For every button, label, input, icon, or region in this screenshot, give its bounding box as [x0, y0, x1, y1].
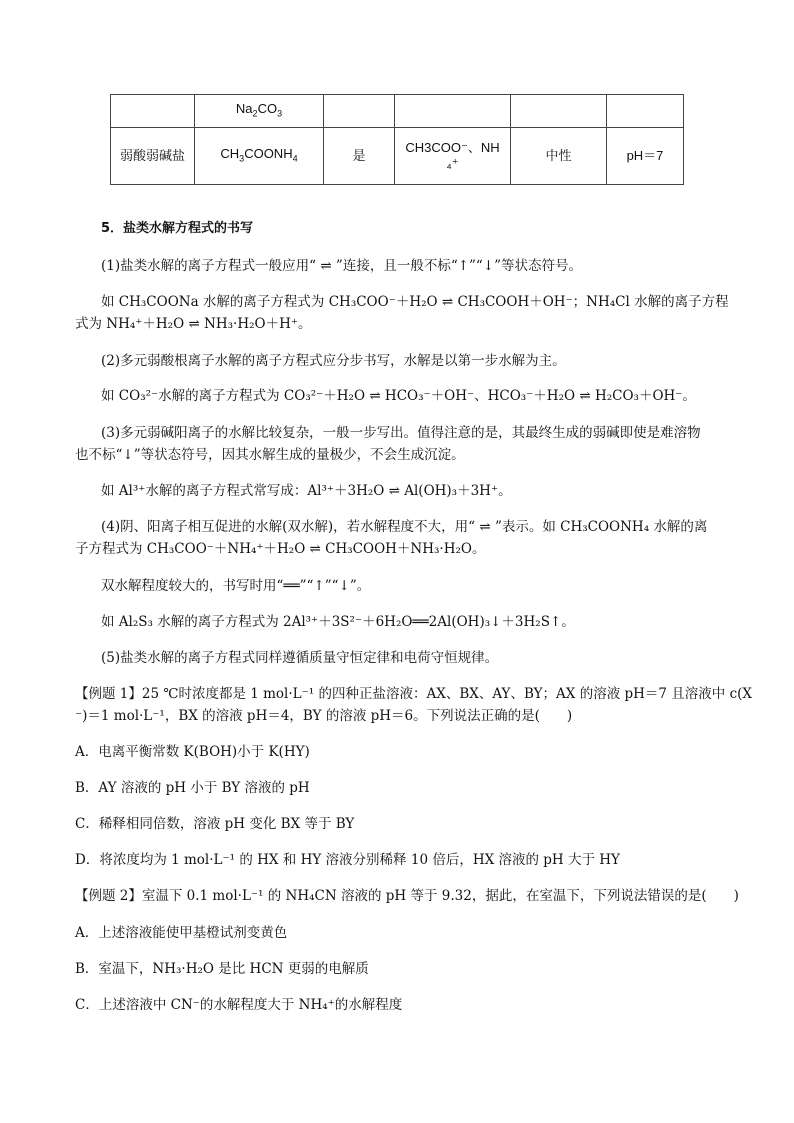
example-1-stem: 【例题 1】25 ℃时浓度都是 1 mol·L⁻¹ 的四种正盐溶液：AX、BX、AY、BY；AX 的溶液 pH＝7 且溶液中 c(X: [75, 686, 753, 702]
table-cell: $Na_2CO_3$: [195, 95, 324, 128]
paragraph: (1)盐类水解的离子方程式一般应用“ ⇌ ”连接，且一般不标“↑”“↓”等状态符号。: [101, 258, 583, 274]
option-c: C．上述溶液中 CN⁻的水解程度大于 NH₄⁺的水解程度: [75, 997, 403, 1013]
table-cell: $CH_3COONH_4$: [195, 128, 324, 185]
example-2-stem: 【例题 2】室温下 0.1 mol·L⁻¹ 的 NH₄CN 溶液的 pH 等于 9.32，据此，在室温下，下列说法错误的是( ): [75, 888, 739, 904]
salt-hydrolysis-table: [110, 94, 684, 185]
table-row: [111, 95, 684, 128]
table-cell: [511, 95, 607, 128]
paragraph: (3)多元弱碱阳离子的水解比较复杂，一般一步写出。值得注意的是，其最终生成的弱碱即使是难溶物: [101, 425, 701, 441]
paragraph: 式为 NH₄⁺＋H₂O ⇌ NH₃·H₂O＋H⁺。: [75, 316, 312, 332]
table-cell: [111, 95, 195, 128]
option-c: C．稀释相同倍数，溶液 pH 变化 BX 等于 BY: [75, 816, 355, 832]
table-cell: 弱酸弱碱盐: [111, 128, 195, 185]
paragraph: 子方程式为 CH₃COO⁻＋NH₄⁺＋H₂O ⇌ CH₃COOH＋NH₃·H₂O。: [75, 541, 486, 557]
option-a: A．电离平衡常数 K(BOH)小于 K(HY): [75, 744, 310, 760]
paragraph: 如 Al₂S₃ 水解的离子方程式为 2Al³⁺＋3S²⁻＋6H₂O══2Al(OH)₃↓＋3H₂S↑。: [101, 614, 575, 630]
section-heading: 5．盐类水解方程式的书写: [101, 221, 254, 236]
paragraph: 如 CH₃COONa 水解的离子方程式为 CH₃COO⁻＋H₂O ⇌ CH₃COOH＋OH⁻；NH₄Cl 水解的离子方程: [101, 294, 729, 310]
paragraph: 也不标“↓”等状态符号，因其水解生成的量极少，不会生成沉淀。: [75, 447, 465, 463]
table-cell: [607, 95, 684, 128]
option-a: A．上述溶液能使甲基橙试剂变黄色: [75, 925, 288, 941]
paragraph: 如 Al³⁺水解的离子方程式常写成：Al³⁺＋3H₂O ⇌ Al(OH)₃＋3H⁺。: [101, 483, 512, 499]
option-b: B．室温下，NH₃·H₂O 是比 HCN 更弱的电解质: [75, 961, 369, 977]
paragraph: 如 CO₃²⁻水解的离子方程式为 CO₃²⁻＋H₂O ⇌ HCO₃⁻＋OH⁻、HCO₃⁻＋H₂O ⇌ H₂CO₃＋OH⁻。: [101, 388, 696, 404]
table-cell: [395, 95, 511, 128]
option-d: D．将浓度均为 1 mol·L⁻¹ 的 HX 和 HY 溶液分别稀释 10 倍后，HX 溶液的 pH 大于 HY: [75, 852, 620, 868]
table-cell: [324, 95, 395, 128]
table-cell: CH3COO⁻、NH ₄⁺: [395, 128, 511, 185]
paragraph: 双水解程度较大的，书写时用“══”“↑”“↓”。: [101, 578, 371, 594]
paragraph: (5)盐类水解的离子方程式同样遵循质量守恒定律和电荷守恒规律。: [101, 650, 499, 666]
paragraph: (4)阴、阳离子相互促进的水解(双水解)，若水解程度不大，用“ ⇌ ”表示。如 CH₃COONH₄ 水解的离: [101, 519, 708, 535]
example-1-stem: ⁻)＝1 mol·L⁻¹，BX 的溶液 pH＝4，BY 的溶液 pH＝6。下列说法正确的是( ): [75, 708, 573, 724]
table-cell: 中性: [511, 128, 607, 185]
paragraph: (2)多元弱酸根离子水解的离子方程式应分步书写，水解是以第一步水解为主。: [101, 353, 566, 369]
table-cell: 是: [324, 128, 395, 185]
table-row: [111, 128, 684, 185]
option-b: B．AY 溶液的 pH 小于 BY 溶液的 pH: [75, 780, 310, 796]
table-cell: pH＝7: [607, 128, 684, 185]
